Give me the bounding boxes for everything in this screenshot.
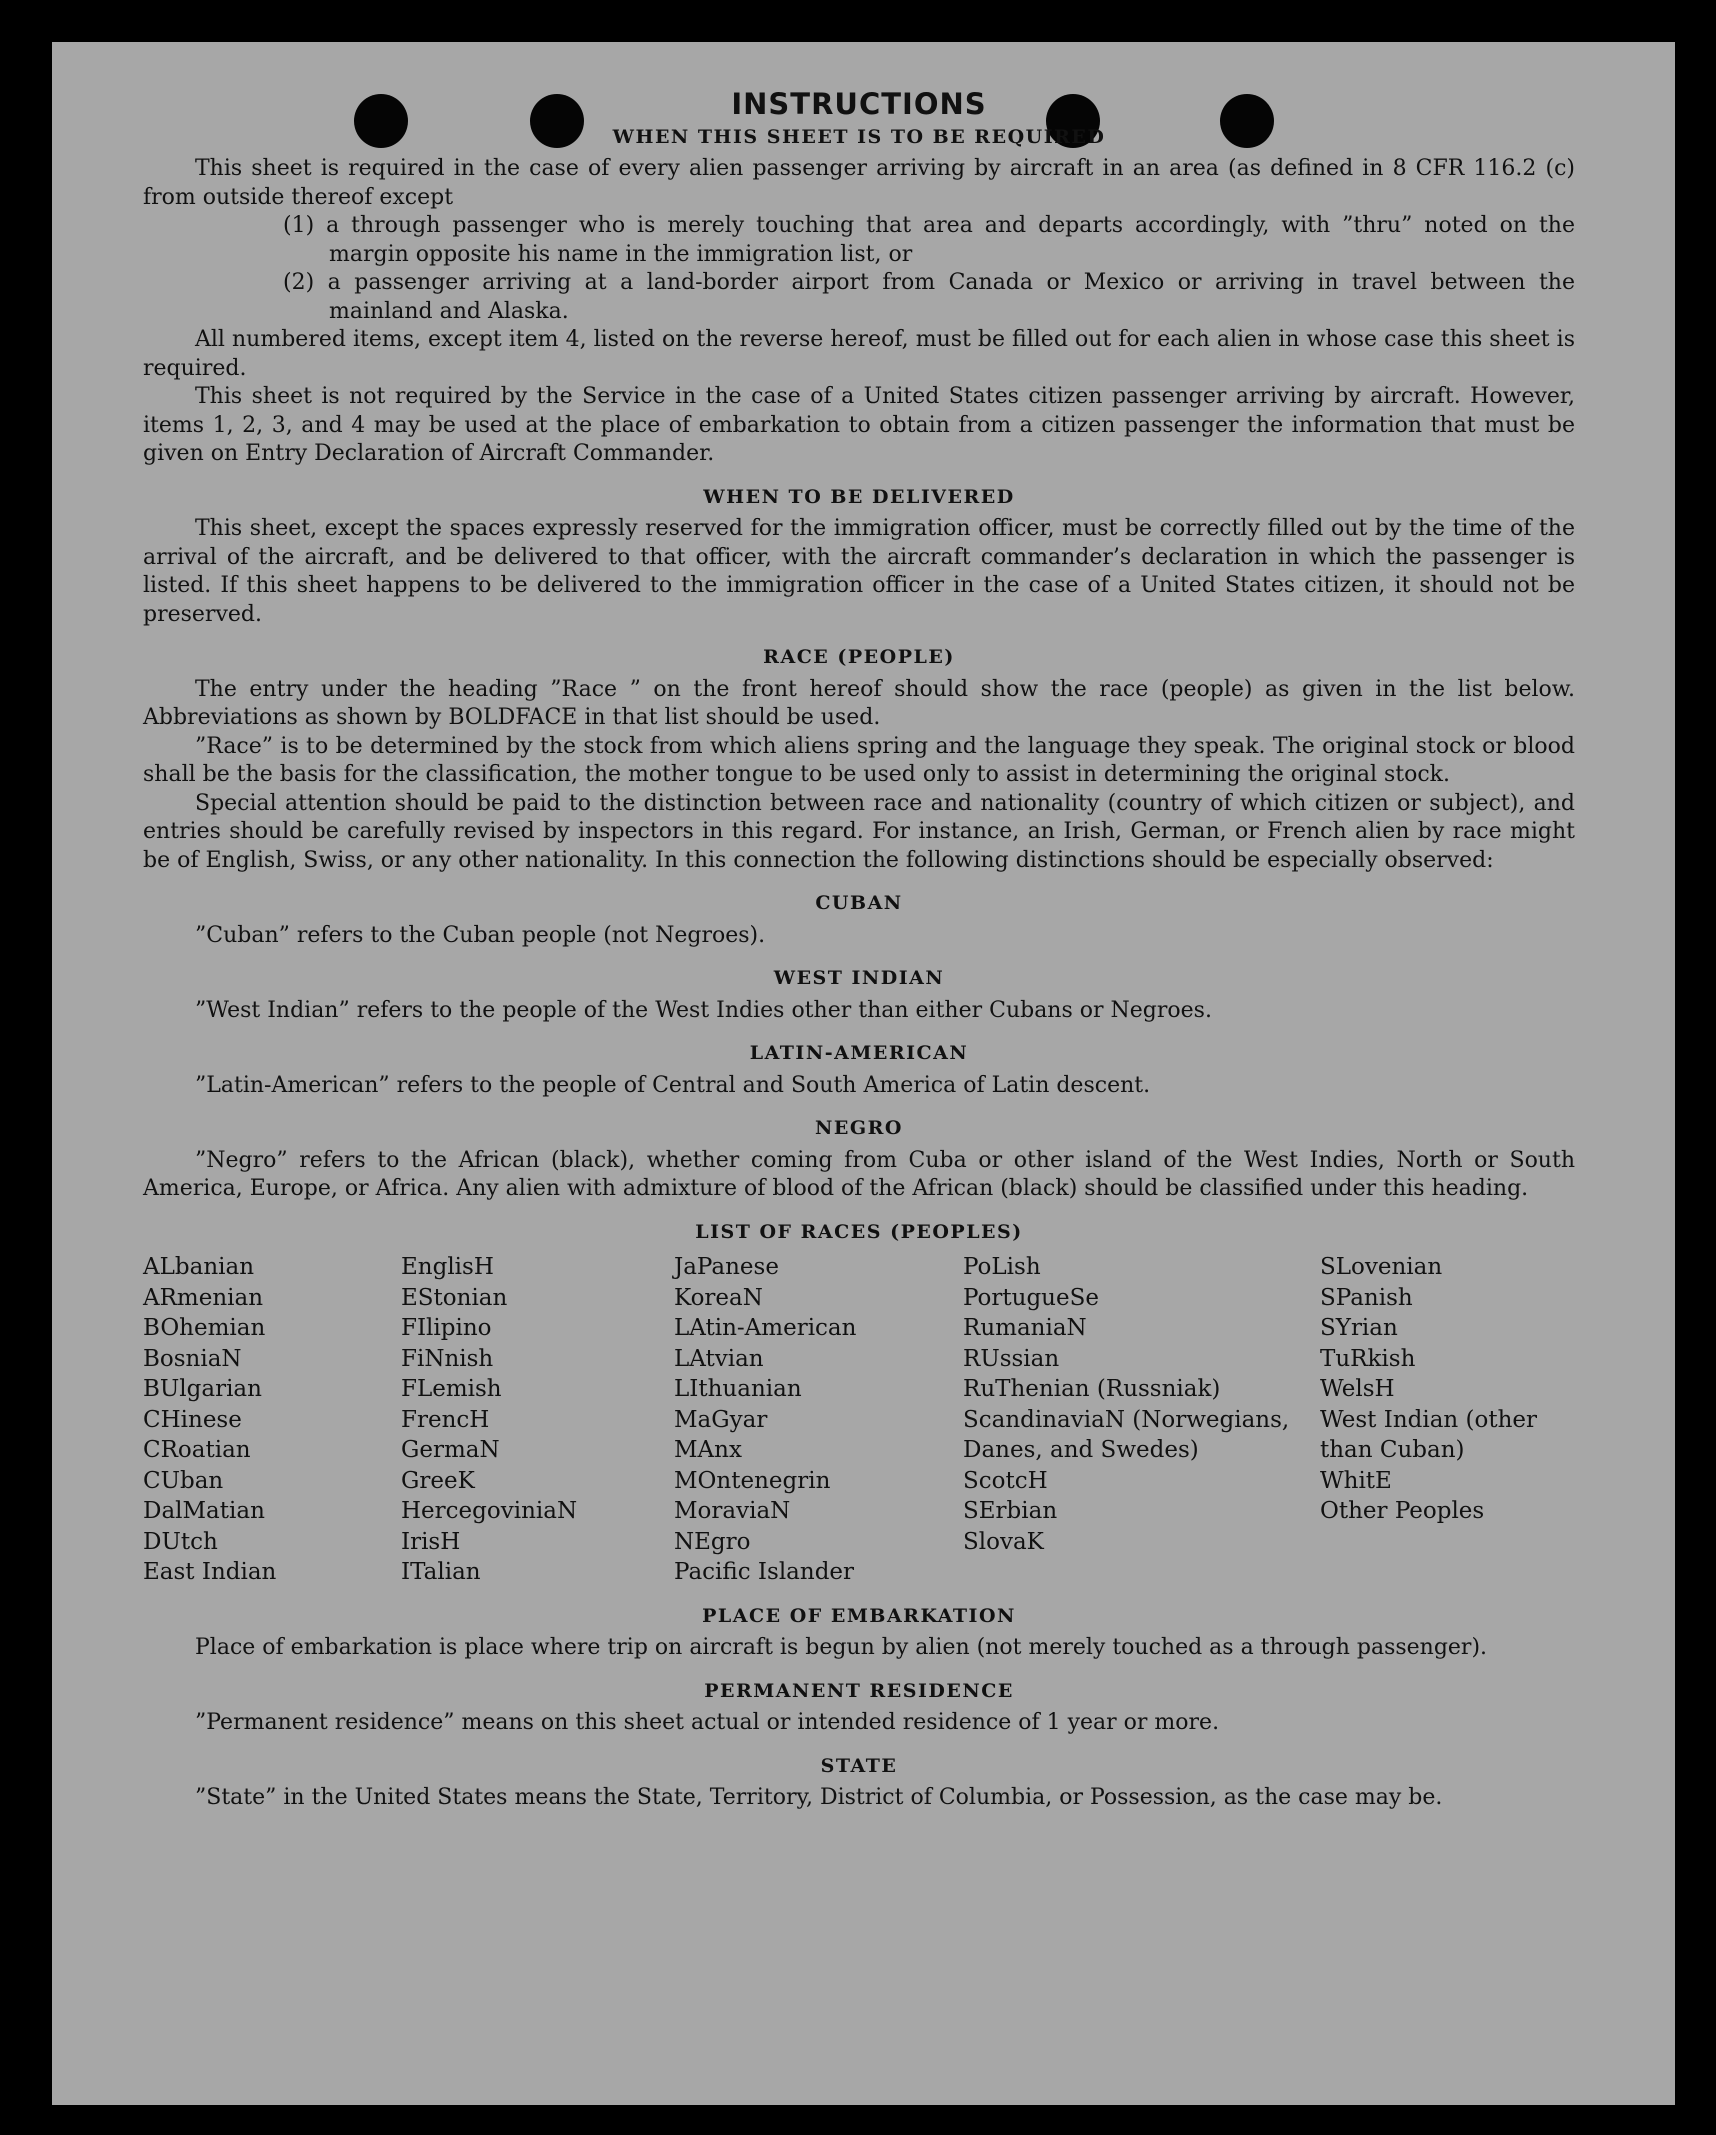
race-item: GermaN [401,1437,500,1463]
heading-place-of-embarkation: PLACE OF EMBARKATION [702,1604,1016,1627]
race-item: RumaniaN [963,1315,1087,1341]
heading-permanent-residence: PERMANENT RESIDENCE [704,1679,1014,1702]
race-item: BOhemian [143,1315,266,1341]
required-intro: This sheet is required in the case of every alien passenger arriving by aircraft in an area (as defined in 8 CFR 116.2 (c) from outside thereof except [143,156,1575,210]
race-item: KoreaN [674,1284,763,1311]
heading-cuban: CUBAN [815,892,903,914]
race-item: SYrian [1320,1315,1398,1341]
race-item: FiNnish [401,1345,494,1372]
race-item: West Indian (other than Cuban) [1320,1406,1538,1463]
races-column-5 [1320,1252,1575,1588]
race-item: BosniaN [143,1345,242,1372]
heading-when-delivered: WHEN TO BE DELIVERED [703,485,1015,508]
race-item: EnglisH [401,1254,494,1280]
page-title: INSTRUCTIONS [731,87,987,121]
heading-race: RACE (PEOPLE) [763,646,955,668]
race-item: Other Peoples [1320,1498,1485,1524]
race-item: ScandinaviaN (Norwegians, Danes, and Swedes) [963,1406,1290,1463]
race-item: CRoatian [143,1437,251,1463]
race-item: ScotcH [963,1467,1048,1494]
race-paragraph-1: The entry under the heading ”Race ” on the front hereof should show the race (people) as given in the list below. Abbreviations as shown by BOLDFACE in that list should be used. [143,676,1575,730]
races-column-2 [401,1252,674,1588]
instruction-sheet [52,42,1675,2105]
races-column-3 [674,1252,963,1588]
race-paragraph-2: ”Race” is to be determined by the stock from which aliens spring and the language they speak. The original stock or blood shall be the basis for the classification, the mother tongue to be used only to assist in determining the original stock. [143,733,1575,787]
required-paragraph-3: This sheet is not required by the Service in the case of a United States citizen passenger arriving by aircraft. However, items 1, 2, 3, and 4 may be used at the place of embarkation to obtain from a citizen passenger the information that must be given on Entry Declaration of Aircraft Commander. [143,384,1575,466]
race-item: MOntenegrin [674,1467,831,1494]
negro-paragraph: ”Negro” refers to the African (black), whether coming from Cuba or other island of the West Indies, North or South America, Europe, or Africa. Any alien with admixture of blood of the African (black) should be classified under this heading. [143,1147,1575,1201]
races-list [143,1252,1575,1588]
race-item: Pacific Islander [674,1559,855,1585]
latin-american-paragraph: ”Latin-American” refers to the people of Central and South America of Latin descent. [195,1072,1151,1098]
heading-negro: NEGRO [815,1117,903,1139]
race-item: IrisH [401,1528,461,1555]
race-item: LAtin-American [674,1315,857,1341]
race-item: ALbanian [143,1254,255,1280]
race-item: NEgro [674,1528,751,1555]
race-item: CUban [143,1467,224,1494]
race-item: ARmenian [143,1284,264,1311]
race-item: CHinese [143,1406,242,1433]
race-item: EStonian [401,1284,508,1311]
race-item: RuThenian (Russniak) [963,1376,1221,1402]
race-item: TuRkish [1320,1345,1416,1372]
race-item: DUtch [143,1528,218,1555]
cuban-paragraph: ”Cuban” refers to the Cuban people (not Negroes). [195,922,766,948]
race-item: RUssian [963,1345,1060,1372]
heading-state: STATE [820,1754,898,1777]
delivered-paragraph: This sheet, except the spaces expressly reserved for the immigration officer, must be correctly filled out by the time of the arrival of the aircraft, and be delivered to that officer, with the aircraft commander’s declaration in which the passenger is listed. If this sheet happens to be delivered to the immigration officer in the case of a United States citizen, it should not be preserved. [143,516,1575,627]
state-paragraph: ”State” in the United States means the State, Territory, District of Columbia, or Possession, as the case may be. [195,1785,1443,1810]
race-item: PoLish [963,1254,1041,1280]
race-paragraph-3: Special attention should be paid to the distinction between race and nationality (country of which citizen or subject), and entries should be carefully revised by inspectors in this regard. For instance, an Irish, German, or French alien by race might be of English, Swiss, or any other nationality. In this connection the following distinctions should be especially observed: [143,790,1575,873]
race-item: BUlgarian [143,1376,262,1402]
race-item: FLemish [401,1376,502,1402]
race-item: East Indian [143,1559,277,1585]
required-item-2: (2) a passenger arriving at a land-border airport from Canada or Mexico or arriving in travel between the mainland and Alaska. [283,270,1575,324]
heading-when-required: WHEN THIS SHEET IS TO BE REQUIRED [612,125,1106,148]
required-paragraph-2: All numbered items, except item 4, listed on the reverse hereof, must be filled out for each alien in whose case this sheet is required. [143,327,1575,381]
required-item-1: (1) a through passenger who is merely touching that area and departs accordingly, with ”thru” noted on the margin opposite his name in the immigration list, or [283,213,1575,267]
race-item: WelsH [1320,1376,1395,1402]
race-item: DalMatian [143,1498,265,1524]
race-item: MoraviaN [674,1498,791,1524]
race-item: ITalian [401,1559,481,1585]
race-item: SlovaK [963,1528,1044,1555]
race-item: PortugueSe [963,1284,1099,1311]
west-indian-paragraph: ”West Indian” refers to the people of the West Indies other than either Cubans or Negroes. [195,997,1212,1023]
heading-list-of-races: LIST OF RACES (PEOPLES) [695,1220,1023,1243]
race-item: MAnx [674,1437,742,1463]
race-item: SLovenian [1320,1254,1443,1280]
heading-west-indian: WEST INDIAN [773,967,945,989]
race-item: JaPanese [674,1254,779,1280]
races-column-4 [963,1252,1320,1588]
race-item: GreeK [401,1467,475,1494]
heading-latin-american: LATIN-AMERICAN [749,1042,969,1064]
race-item: SPanish [1320,1284,1413,1311]
race-item: WhitE [1320,1467,1392,1494]
race-item: HercegoviniaN [401,1498,578,1524]
race-item: LIthuanian [674,1376,802,1402]
residence-paragraph: ”Permanent residence” means on this sheet actual or intended residence of 1 year or more. [195,1710,1220,1735]
race-item: FIlipino [401,1315,492,1341]
race-item: SErbian [963,1498,1058,1524]
race-item: FrencH [401,1406,490,1433]
document-body [143,87,1575,1813]
races-column-1 [143,1252,401,1588]
race-item: MaGyar [674,1406,768,1433]
embarkation-paragraph: Place of embarkation is place where trip on aircraft is begun by alien (not merely touched as a through passenger). [195,1635,1488,1660]
race-item: LAtvian [674,1345,764,1372]
